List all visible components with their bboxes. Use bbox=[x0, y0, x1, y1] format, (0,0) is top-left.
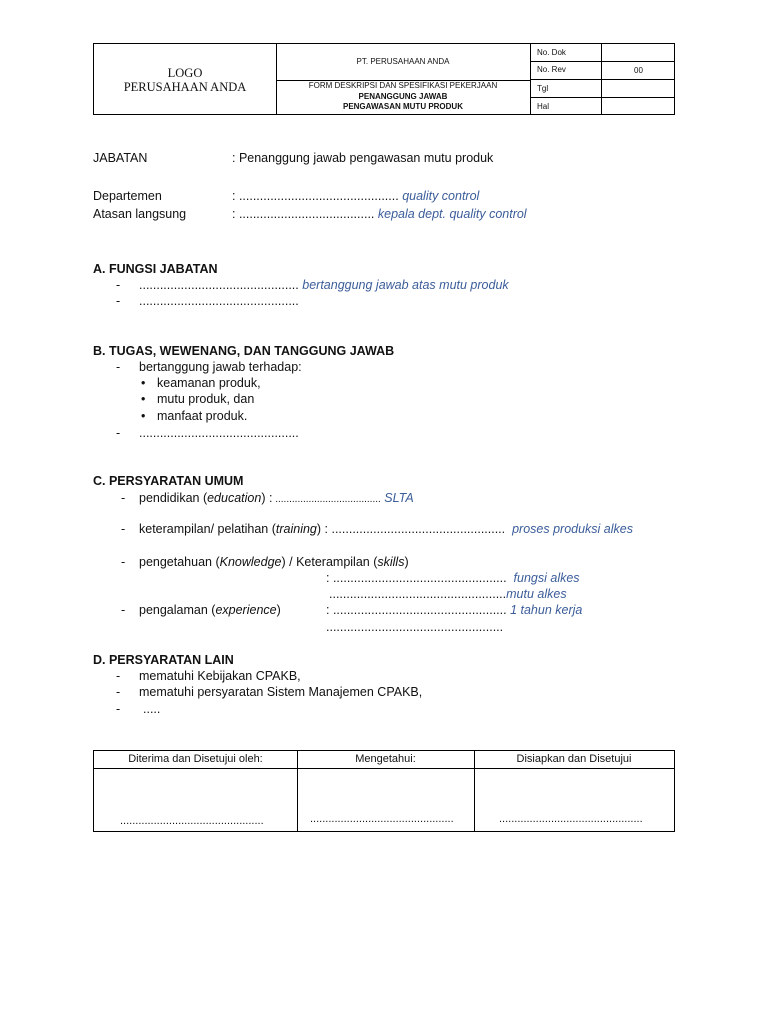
jabatan-label: JABATAN bbox=[93, 151, 148, 165]
section-a-title: A. FUNGSI JABATAN bbox=[93, 262, 218, 276]
pengalaman-prefix: pengalaman ( bbox=[139, 603, 216, 617]
section-c-dash: - bbox=[121, 522, 126, 536]
pendidikan-value: SLTA bbox=[384, 491, 414, 505]
jabatan-value: : Penanggung jawab pengawasan mutu produk bbox=[232, 151, 494, 165]
keterampilan-value: proses produksi alkes bbox=[512, 522, 633, 536]
company-name: PT. PERUSAHAAN ANDA bbox=[356, 57, 450, 66]
atasan-dots: : ....................................... bbox=[232, 207, 375, 221]
pendidikan-em: education bbox=[207, 491, 262, 505]
bullet-icon: • bbox=[141, 392, 146, 406]
pengetahuan-em-2: skills bbox=[377, 555, 405, 569]
section-d-item-3: ..... bbox=[143, 702, 161, 716]
doc-title-line-1: PENANGGUNG JAWAB bbox=[358, 92, 448, 101]
pengetahuan-label-3: ) bbox=[404, 555, 409, 569]
document-header bbox=[93, 43, 675, 115]
section-d-item-1: mematuhi Kebijakan CPAKB, bbox=[139, 669, 301, 683]
section-a-item-2-dots: .............................................. bbox=[139, 294, 299, 308]
signature-line-prepared: ............................................... bbox=[499, 813, 643, 825]
section-d-dash: - bbox=[116, 669, 121, 683]
section-a-item-1-dots: .............................................. bbox=[139, 278, 299, 292]
pengetahuan-line-1-dots: : .................................................. bbox=[326, 571, 507, 585]
keterampilan-em: training bbox=[275, 522, 317, 536]
section-b-title: B. TUGAS, WEWENANG, DAN TANGGUNG JAWAB bbox=[93, 344, 395, 358]
bullet-icon: • bbox=[141, 376, 146, 390]
section-b-item-2-dots: .............................................. bbox=[139, 426, 299, 440]
section-a-dash-1: - bbox=[116, 278, 121, 292]
pengalaman-value: 1 tahun kerja bbox=[510, 603, 583, 617]
atasan-value: kepala dept. quality control bbox=[377, 207, 527, 221]
departemen-dots: : .............................................. bbox=[232, 189, 399, 203]
departemen-value: quality control bbox=[402, 189, 480, 203]
section-b-bullet-1: keamanan produk, bbox=[157, 376, 261, 390]
pengalaman-field bbox=[326, 602, 582, 618]
keterampilan-suffix: ) : bbox=[316, 522, 332, 536]
section-c-dash: - bbox=[121, 491, 126, 505]
section-c-dash: - bbox=[121, 555, 126, 569]
section-c-dash: - bbox=[121, 603, 126, 617]
pengalaman-label bbox=[139, 602, 281, 618]
section-a-item-1-value: bertanggung jawab atas mutu produk bbox=[302, 278, 509, 292]
pengetahuan-line-1 bbox=[326, 570, 580, 586]
field-label-hal: Hal bbox=[537, 102, 550, 111]
pengalaman-line-2: ................................................... bbox=[326, 620, 504, 634]
pengetahuan-line-1-value: fungsi alkes bbox=[513, 571, 580, 585]
pengetahuan-label-2: ) / Keterampilan ( bbox=[281, 555, 378, 569]
pengalaman-em: experience bbox=[215, 603, 277, 617]
section-b-item-1: bertanggung jawab terhadap: bbox=[139, 360, 302, 374]
section-a-dash-2: - bbox=[116, 294, 121, 308]
keterampilan-label: keterampilan/ pelatihan ( bbox=[139, 522, 276, 536]
pendidikan-label: pendidikan ( bbox=[139, 491, 208, 505]
pengalaman-dots: : .................................................. bbox=[326, 603, 507, 617]
pengetahuan-line-2-dots: ................................................... bbox=[329, 587, 507, 601]
signature-header-prepared: Disiapkan dan Disetujui bbox=[516, 753, 632, 765]
pengetahuan-line-2-value: mutu alkes bbox=[506, 587, 567, 601]
section-b-dash-1: - bbox=[116, 360, 121, 374]
keterampilan-row bbox=[139, 521, 633, 537]
logo-line-1: LOGO bbox=[167, 66, 203, 80]
section-b-bullet-2: mutu produk, dan bbox=[157, 392, 255, 406]
section-c-title: C. PERSYARATAN UMUM bbox=[93, 474, 244, 488]
section-d-item-2: mematuhi persyaratan Sistem Manajemen CPAKB, bbox=[139, 685, 423, 699]
signature-table bbox=[93, 750, 675, 832]
signature-line-acknowledged: ............................................... bbox=[310, 813, 454, 825]
section-b-dash-2: - bbox=[116, 426, 121, 440]
signature-header-acknowledged: Mengetahui: bbox=[355, 753, 416, 765]
doc-title-line-2: PENGAWASAN MUTU PRODUK bbox=[342, 102, 463, 111]
pengetahuan-row bbox=[139, 554, 409, 570]
pengalaman-suffix: ) bbox=[276, 603, 281, 617]
departemen-field bbox=[232, 188, 479, 204]
section-d-dash: - bbox=[116, 702, 121, 716]
bullet-icon: • bbox=[141, 409, 146, 423]
pengetahuan-label-1: pengetahuan ( bbox=[139, 555, 220, 569]
logo-line-2: PERUSAHAAN ANDA bbox=[123, 80, 247, 94]
pendidikan-dots: ...................................... bbox=[272, 494, 381, 505]
pendidikan-row bbox=[139, 490, 414, 508]
section-a-item-1 bbox=[139, 277, 509, 293]
field-value-no-rev: 00 bbox=[634, 66, 643, 75]
section-d-dash: - bbox=[116, 685, 121, 699]
atasan-field bbox=[232, 206, 527, 222]
keterampilan-dots: .................................................. bbox=[331, 522, 506, 536]
pengetahuan-em-1: Knowledge bbox=[219, 555, 282, 569]
section-d-title: D. PERSYARATAN LAIN bbox=[93, 653, 234, 667]
field-label-no-dok: No. Dok bbox=[537, 48, 566, 57]
field-label-tgl: Tgl bbox=[537, 84, 549, 93]
pengetahuan-line-2 bbox=[329, 586, 567, 602]
atasan-label: Atasan langsung bbox=[93, 207, 187, 221]
form-title: FORM DESKRIPSI DAN SPESIFIKASI PEKERJAAN bbox=[308, 81, 498, 90]
section-b-bullet-3: manfaat produk. bbox=[157, 409, 248, 423]
signature-header-received: Diterima dan Disetujui oleh: bbox=[128, 753, 263, 765]
pendidikan-suffix: ) : bbox=[261, 491, 273, 505]
signature-line-received: ............................................... bbox=[120, 815, 264, 827]
company-logo bbox=[94, 66, 276, 94]
departemen-label: Departemen bbox=[93, 189, 162, 203]
field-label-no-rev: No. Rev bbox=[537, 65, 566, 74]
